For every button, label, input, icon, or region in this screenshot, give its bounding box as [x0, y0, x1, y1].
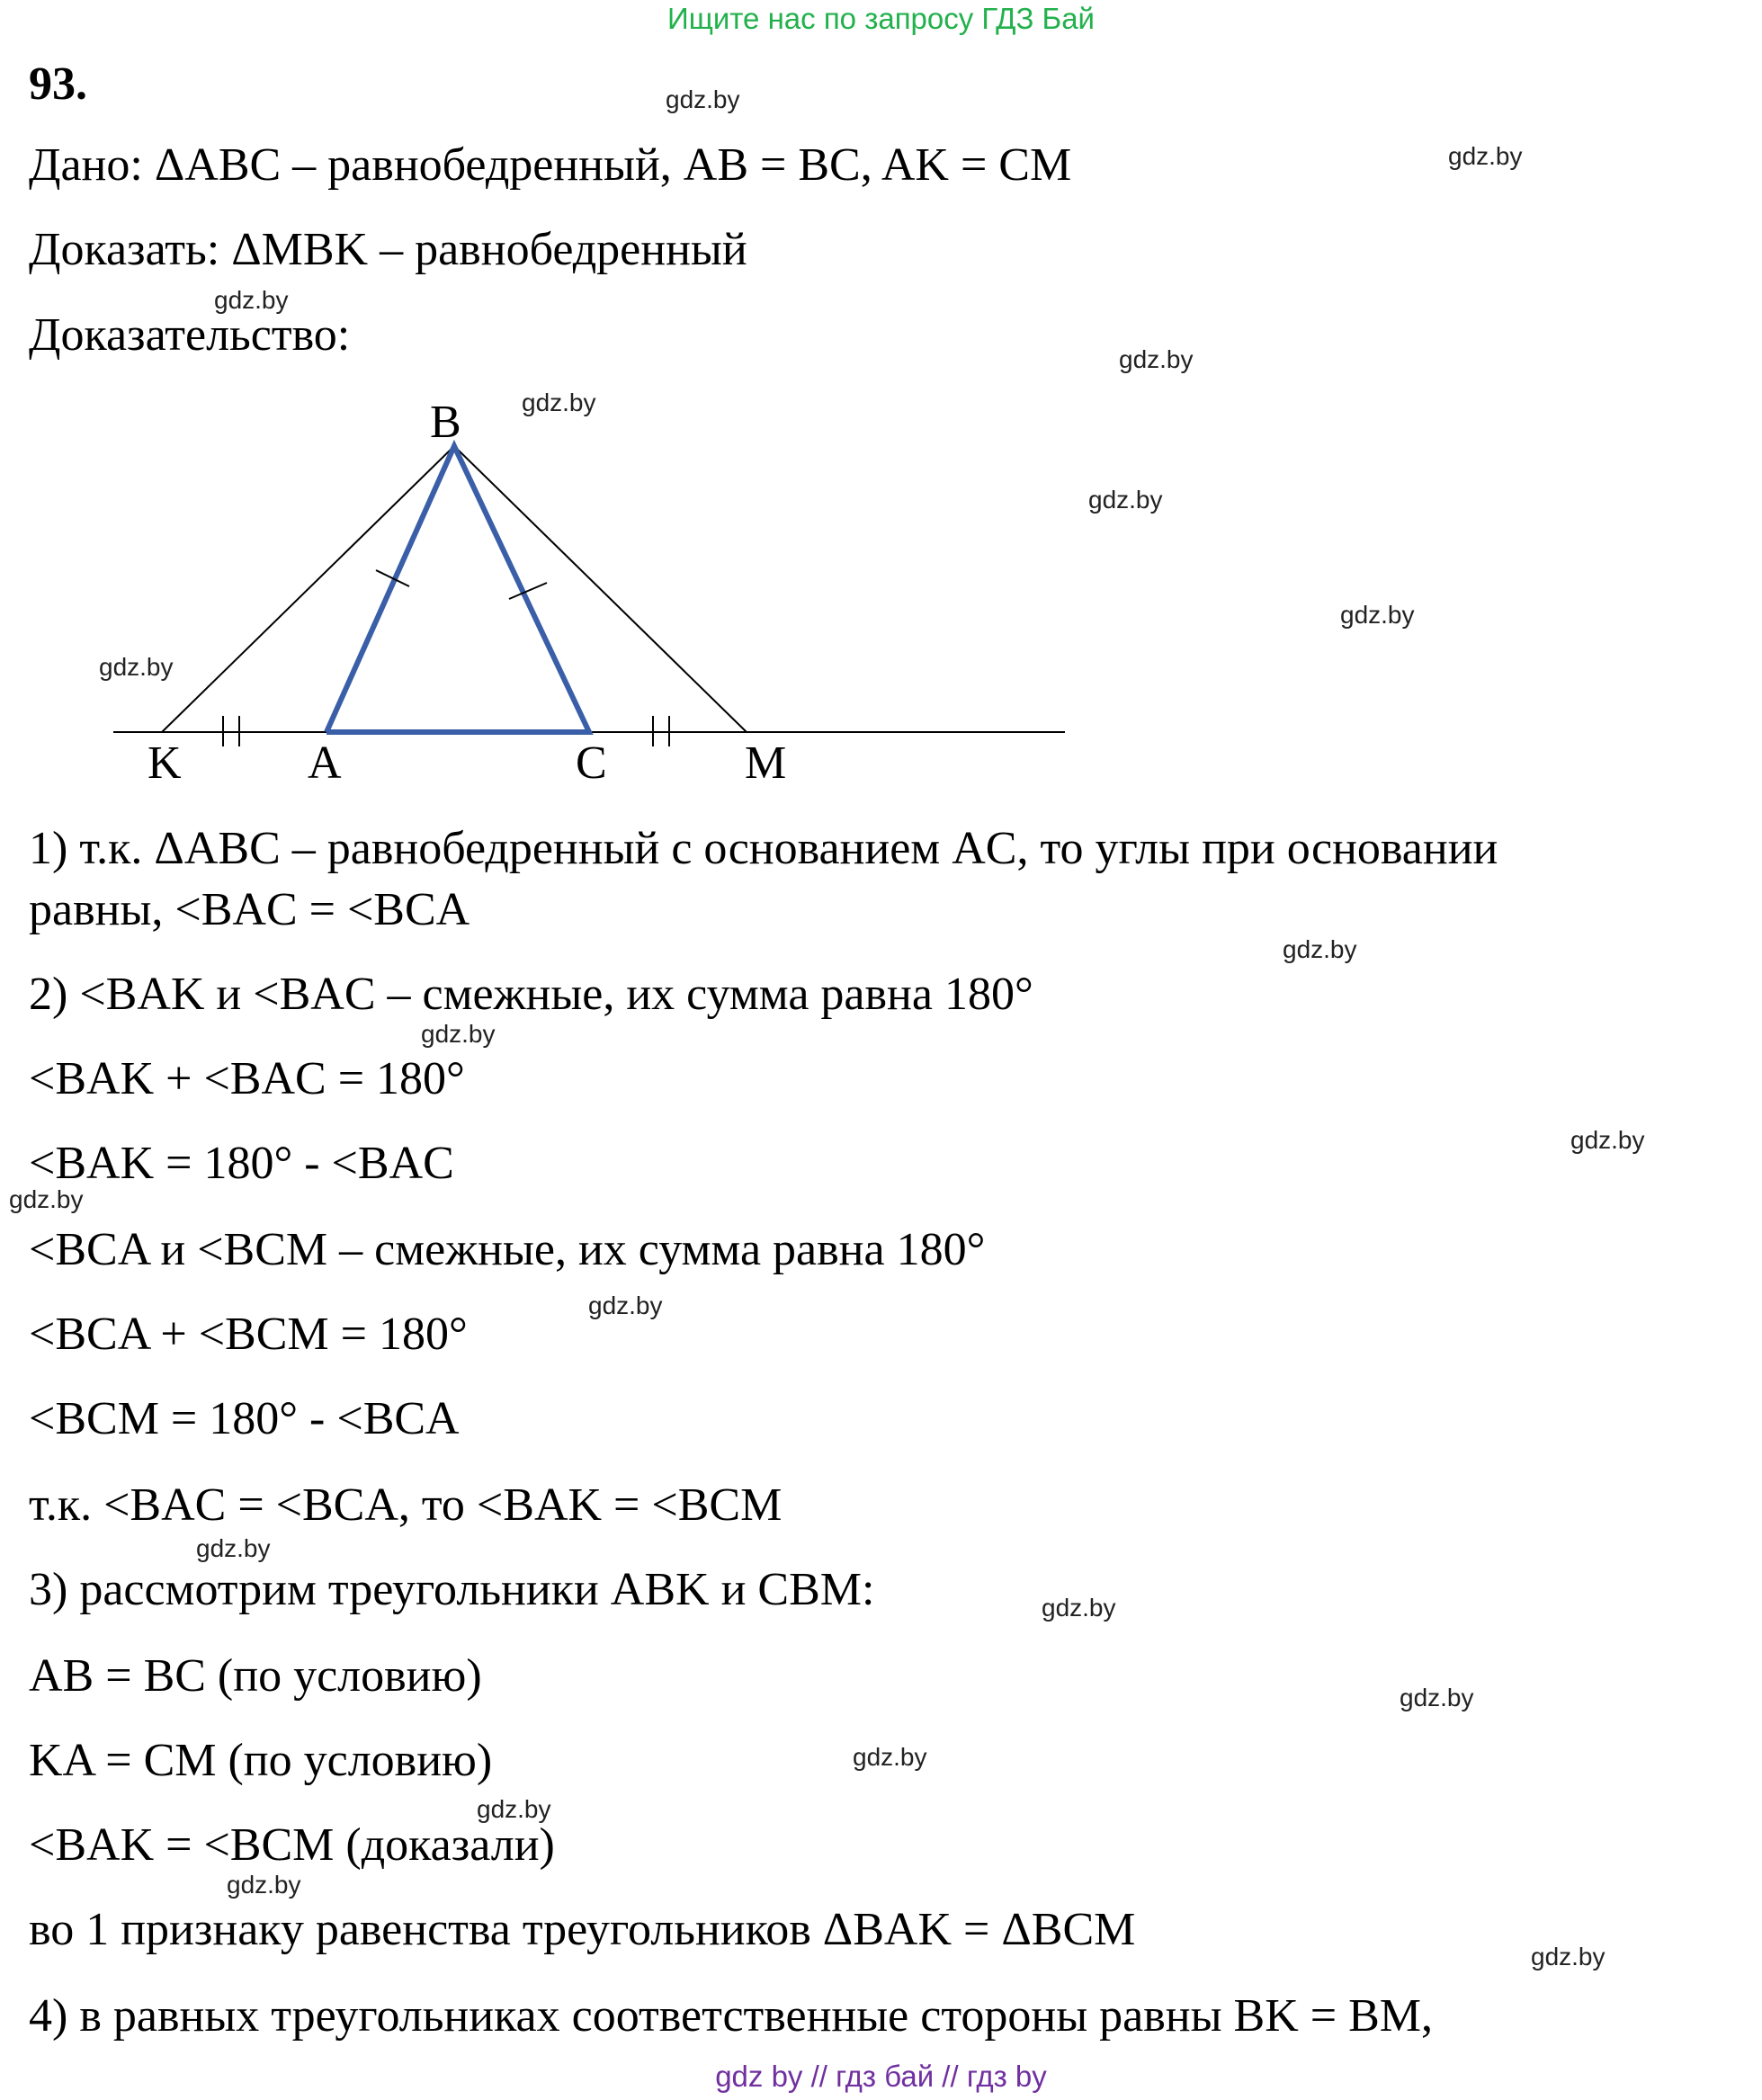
segment-bm: [454, 446, 747, 732]
step-line: во 1 признаку равенства треугольников ΔBAK = ΔBCM: [29, 1904, 1136, 1955]
label-a: A: [308, 737, 342, 789]
watermark: gdz.by: [477, 1795, 551, 1823]
watermark: gdz.by: [1531, 1943, 1605, 1970]
label-k: K: [148, 737, 182, 789]
step-line: 4) в равных треугольниках соответственные стороны равны BK = BM,: [29, 1990, 1434, 2042]
problem-number: 93.: [29, 58, 87, 110]
step-line: <BCM = 180° - <BCA: [29, 1393, 460, 1444]
watermark: gdz.by: [1119, 345, 1194, 373]
watermark: gdz.by: [588, 1291, 663, 1319]
proof-heading: Доказательство:: [29, 309, 351, 361]
prove-statement: Доказать: ΔMBK – равнобедренный: [29, 224, 747, 275]
watermark: gdz.by: [214, 286, 289, 314]
search-banner: Ищите нас по запросу ГДЗ Бай: [667, 2, 1095, 35]
step-line: AB = BC (по условию): [29, 1650, 482, 1702]
step-line: <BAK + <BAC = 180°: [29, 1053, 465, 1104]
watermark: gdz.by: [1088, 486, 1163, 514]
step-line: <BCA и <BCM – смежные, их сумма равна 180°: [29, 1224, 986, 1275]
watermark: gdz.by: [1400, 1684, 1474, 1711]
geometry-diagram: [0, 387, 1097, 791]
watermark: gdz.by: [666, 85, 740, 113]
watermark: gdz.by: [196, 1534, 271, 1562]
step-line: <BCA + <BCM = 180°: [29, 1309, 468, 1360]
step-line: т.к. <BAC = <BCA, то <BAK = <BCM: [29, 1479, 783, 1531]
step-line: <BAK = 180° - <BAC: [29, 1138, 454, 1189]
segment-bk: [162, 446, 454, 732]
watermark: gdz.by: [99, 653, 174, 681]
watermark: gdz.by: [1283, 935, 1357, 963]
step-line: <BAK = <BCM (доказали): [29, 1819, 555, 1871]
step-line: KA = CM (по условию): [29, 1735, 493, 1786]
step-line: 2) <BAK и <BAC – смежные, их сумма равна 180°: [29, 969, 1033, 1020]
given-statement: Дано: ΔABC – равнобедренный, AB = BC, AK = CM: [29, 139, 1072, 191]
triangle-abc: [326, 446, 589, 732]
watermark: gdz.by: [1570, 1126, 1645, 1154]
watermark: gdz.by: [853, 1743, 927, 1771]
watermark: gdz.by: [522, 389, 596, 416]
watermark: gdz.by: [9, 1185, 84, 1213]
watermark: gdz.by: [1042, 1594, 1116, 1622]
watermark: gdz.by: [1340, 601, 1415, 629]
footer-links: gdz by // гдз бай // гдз by: [715, 2060, 1047, 2093]
step-line: равны, <BAC = <BCA: [29, 884, 470, 935]
label-m: M: [745, 737, 787, 789]
label-c: C: [576, 737, 607, 789]
step-line: 3) рассмотрим треугольники ABK и CBM:: [29, 1564, 875, 1615]
watermark: gdz.by: [227, 1871, 301, 1899]
label-b: B: [430, 397, 461, 448]
watermark: gdz.by: [1448, 142, 1523, 170]
watermark: gdz.by: [421, 1020, 496, 1048]
step-line: 1) т.к. ΔABC – равнобедренный с основанием AC, то углы при основании: [29, 823, 1498, 874]
